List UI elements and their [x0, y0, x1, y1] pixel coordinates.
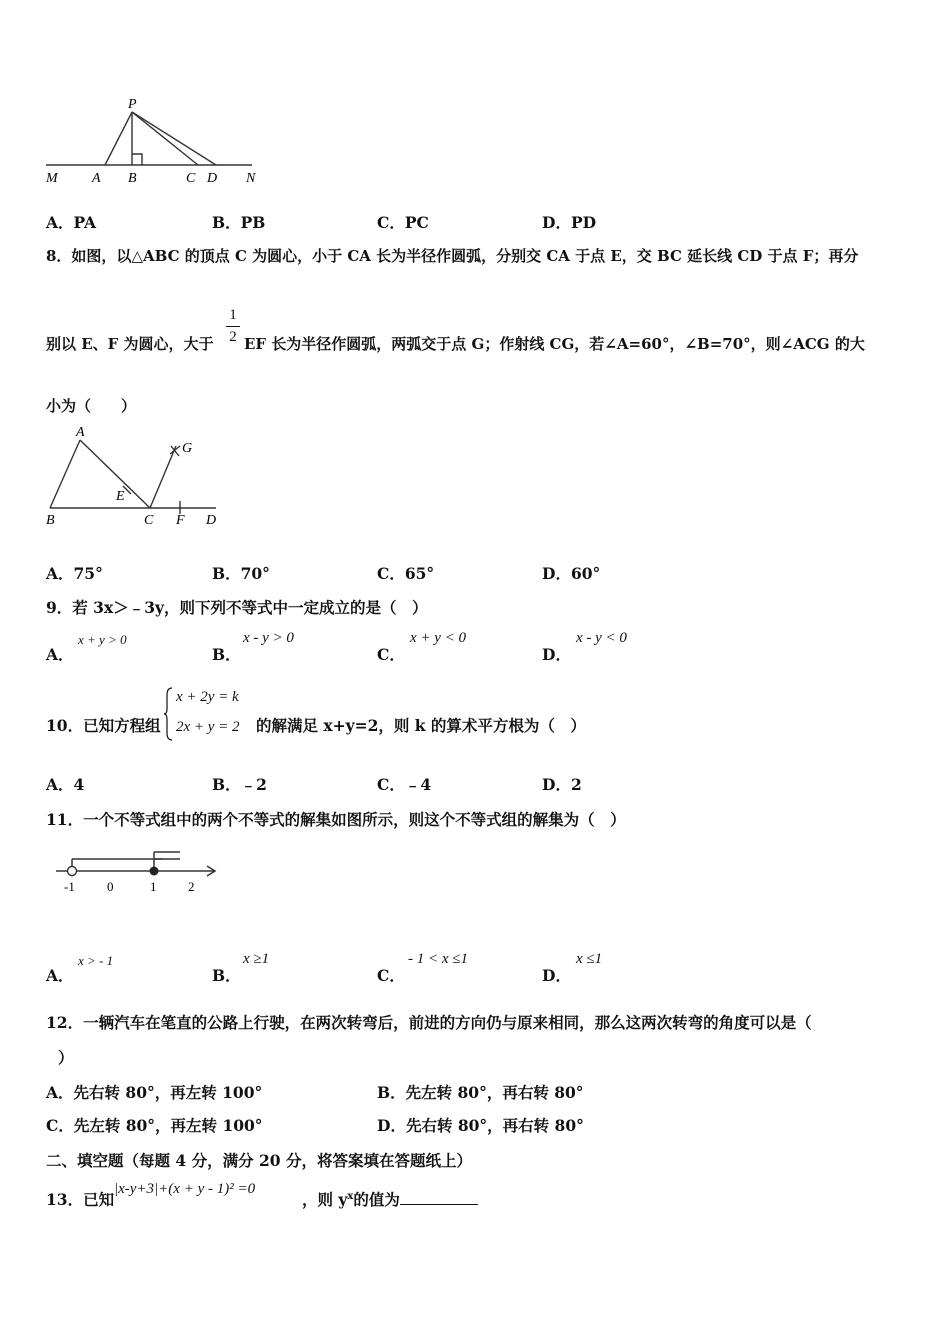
q8-option-c[interactable]: C．65°	[377, 564, 435, 583]
q12-line2: ）	[58, 1048, 74, 1067]
q8-frac-num: 1	[229, 307, 237, 323]
q9-option-b-letter[interactable]: B．	[212, 645, 241, 664]
q11-option-c-letter[interactable]: C．	[377, 966, 405, 985]
q8-label-c: C	[144, 513, 154, 528]
q7-label-p: P	[128, 97, 137, 112]
q7-option-b[interactable]: B．PB	[212, 213, 266, 232]
q8-frac-den: 2	[229, 329, 237, 345]
q8-figure	[40, 420, 240, 535]
q7-figure	[40, 92, 280, 192]
q12-option-d[interactable]: D．先右转 80°，再右转 80°	[377, 1116, 584, 1135]
q8-line3: 小为（ ）	[46, 397, 137, 415]
q12-option-c[interactable]: C．先左转 80°，再左转 100°	[46, 1116, 263, 1135]
q8-label-g: G	[182, 441, 193, 456]
q11-tick-1: 1	[150, 879, 157, 894]
q7-option-a[interactable]: A．PA	[46, 213, 97, 232]
q8-option-d[interactable]: D．60°	[542, 564, 601, 583]
q8-line2-pre: 别以 E、F 为圆心，大于	[46, 335, 214, 353]
q11-number-line	[50, 845, 230, 900]
q8-option-a[interactable]: A．75°	[46, 564, 103, 583]
q9-stem: 9．若 3x＞﹣3y，则下列不等式中一定成立的是（ ）	[46, 598, 428, 617]
q11-tick-2: 2	[188, 879, 195, 894]
q7-label-b: B	[128, 171, 137, 186]
q9-option-b-expr: x - y > 0	[243, 630, 294, 646]
q8-label-f: F	[176, 513, 185, 528]
q7-label-n: N	[246, 171, 256, 186]
q10-option-a[interactable]: A．4	[46, 775, 85, 794]
q11-tick-0: 0	[107, 879, 114, 894]
q8-fraction	[226, 307, 240, 346]
q10-option-b[interactable]: B．﹣2	[212, 775, 267, 794]
q12-option-b[interactable]: B．先左转 80°，再右转 80°	[377, 1083, 584, 1102]
q8-line1: 8．如图，以△ABC 的顶点 C 为圆心，小于 CA 长为半径作圆弧，分别交 CA 于点 E，交 BC 延长线 CD 于点 F；再分	[46, 247, 859, 265]
q7-label-m: M	[46, 171, 58, 186]
q11-option-d-letter[interactable]: D．	[542, 966, 571, 985]
q13-post2: 的值为	[353, 1190, 400, 1209]
q12-line1: 12．一辆汽车在笔直的公路上行驶，在两次转弯后，前进的方向仍与原来相同，那么这两次转弯的角度可以是（	[46, 1013, 812, 1032]
q11-closed-point	[150, 867, 159, 876]
q9-option-d-letter[interactable]: D．	[542, 645, 571, 664]
q7-label-c: C	[186, 171, 196, 186]
q8-label-e: E	[116, 489, 125, 504]
q11-tick-neg1: -1	[64, 879, 75, 894]
q11-stem: 11．一个不等式组中的两个不等式的解集如图所示，则这个不等式组的解集为（ ）	[46, 810, 626, 829]
q8-label-b: B	[46, 513, 55, 528]
q8-label-d: D	[206, 513, 217, 528]
q11-option-a-letter[interactable]: A．	[46, 966, 74, 985]
q10-option-c[interactable]: C．﹣4	[377, 775, 432, 794]
q7-label-a: A	[92, 171, 101, 186]
q11-option-d-expr: x ≤1	[576, 951, 603, 967]
q13-post-group	[302, 1188, 478, 1210]
q12-option-a[interactable]: A．先右转 80°，再左转 100°	[46, 1083, 263, 1102]
q10-post: 的解满足 x+y=2，则 k 的算术平方根为（ ）	[256, 716, 586, 735]
q7-label-d: D	[207, 171, 218, 186]
q13-answer-blank[interactable]	[400, 1190, 478, 1205]
q7-option-d[interactable]: D．PD	[542, 213, 597, 232]
q8-option-b[interactable]: B．70°	[212, 564, 270, 583]
q8-label-a: A	[76, 425, 85, 440]
q10-option-d[interactable]: D．2	[542, 775, 582, 794]
q11-option-a-expr: x > - 1	[78, 953, 114, 968]
q13-expr: |x-y+3|+(x + y - 1)² =0	[114, 1181, 256, 1197]
q11-option-b-expr: x ≥1	[243, 951, 270, 967]
q13-pre: 13．已知	[46, 1190, 115, 1209]
q11-option-c-expr: - 1 < x ≤1	[408, 951, 469, 967]
q10-brace	[164, 687, 168, 739]
q13-sup: x	[347, 1190, 354, 1202]
q9-option-c-letter[interactable]: C．	[377, 645, 405, 664]
q10-pre: 10．已知方程组	[46, 716, 161, 735]
section2-title: 二、填空题（每题 4 分，满分 20 分，将答案填在答题纸上）	[46, 1151, 472, 1170]
q9-option-c-expr: x + y < 0	[410, 630, 467, 646]
q10-eq1: x + 2y = k	[176, 689, 239, 705]
q11-open-point	[68, 867, 77, 876]
q9-option-a-letter[interactable]: A．	[46, 645, 74, 664]
q11-option-b-letter[interactable]: B．	[212, 966, 241, 985]
q10-eq2: 2x + y = 2	[176, 719, 240, 735]
q7-option-c[interactable]: C．PC	[377, 213, 429, 232]
q10-brace-icon	[164, 687, 174, 741]
q9-option-a-expr: x + y > 0	[78, 632, 127, 647]
q8-line2-post: EF 长为半径作圆弧，两弧交于点 G；作射线 CG，若∠A=60°，∠B=70°，则∠ACG 的大	[244, 335, 865, 353]
q13-post: ，则 y	[302, 1190, 348, 1209]
q9-option-d-expr: x - y < 0	[576, 630, 627, 646]
